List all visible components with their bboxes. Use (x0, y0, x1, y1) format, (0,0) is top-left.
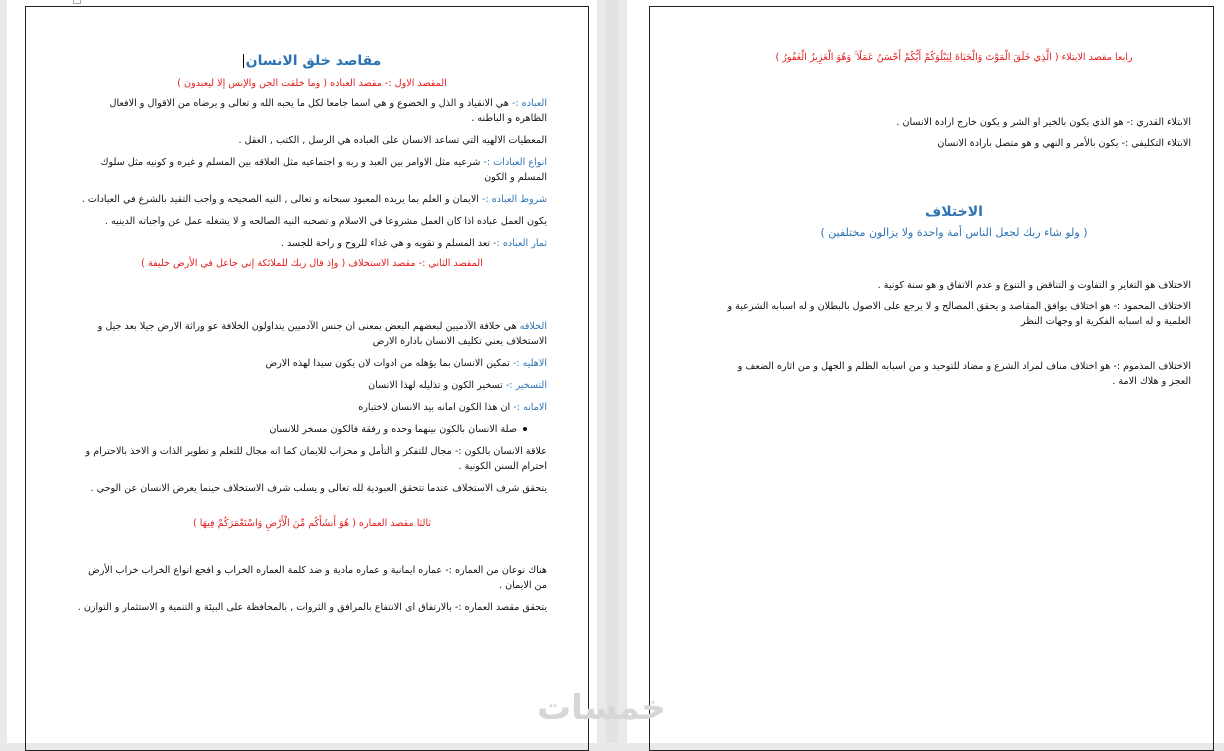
text-subjugation: تسخير الكون و تذليله لهذا الانسان (368, 380, 503, 391)
term-worship-fruits: ثمار العباده :- (493, 238, 547, 249)
term-worship-types: انواع العبادات :- (483, 157, 547, 168)
text-trust: ان هذا الكون امانه بيد الانسان لاختباره (358, 402, 511, 413)
paragraph-construction-achieve: يتحقق مقصد العماره :- بالارتفاق اى الانتفاع بالمرافق و الثروات , بالمحافظة على البيئة و التنمية و الاستثمار و التوازن . (77, 602, 547, 613)
heading-worship: المقصد الاول :- مقصد العباده ( وما خلقت الجن والإنس إلا ليعبدون ) (177, 78, 447, 89)
bullet-icon (523, 427, 527, 431)
term-worship-conditions: شروط العباده :- (482, 194, 547, 205)
paragraph-worship-conditions (77, 192, 547, 207)
heading-construction: ثالثا مقصد العماره ( هُوَ أَنشَأَكُم مِّنَ الْأَرْضِ وَاسْتَعْمَرَكُمْ فِيهَا ) (192, 518, 432, 529)
text-succession-def: هي خلافة الآدميين لبعضهم البعض بمعنى ان جنس الآدميين يتداولون الخلافة عو وراثة الارض جيلا بعد جيل و الاستخلاف يعني تكليف الانسان بادارة الارض (97, 321, 547, 347)
document-page-right[interactable] (627, 0, 1224, 743)
paragraph-work-worship: يكون العمل عباده اذا كان العمل مشروعا في الاسلام و تصحبه النيه الصالحه و لا يشغله عمل عن واجباته الدينيه . (104, 216, 547, 227)
paragraph-subjugation (77, 378, 547, 393)
paragraph-blamed-difference: الاختلاف المذموم :- هو اختلاف مناف لمراد الشرع و مضاد للتوحيد و من اسبابه الظلم و الجهل و من اثاره الضعف و العجز و هلاك الامة . (737, 361, 1191, 387)
page-content-left[interactable] (77, 50, 547, 615)
paragraph-construction-types: هناك نوعان من العماره :- عماره ايمانية و عماره مادية و ضد كلمة العماره الخراب و افجع انواع الخراب خراب الأرض من الايمان . (88, 565, 547, 591)
paragraph-worship-types (77, 155, 547, 185)
bullet-item (77, 422, 527, 437)
paragraph-divine-gifts: المعطيات الالهيه التي تساعد الانسان على العباده هي الرسل , الكتب , العقل . (238, 135, 547, 146)
paragraph-worship-def (77, 96, 547, 126)
paragraph-worship-fruits (77, 236, 547, 251)
bullet-text: صلة الانسان بالكون بينهما وحده و رفقة فالكون مسخر للانسان (269, 424, 517, 435)
page-content-right[interactable] (717, 50, 1191, 389)
section-title-difference: الاختلاف (925, 204, 983, 220)
heading-succession: المقصد الثاني :- مقصد الاستخلاف ( وإذ قال ربك للملائكة إني جاعل في الأرض خليفة ) (141, 258, 483, 269)
text-eligibility: تمكين الانسان بما يؤهله من ادوات لان يكون سيدا لهذه الارض (265, 358, 510, 369)
text-worship-conditions: الايمان و العلم بما يريده المعبود سبحانه و تعالى , النيه الصحيحه و واجب التقيد بالشرع في العبادات . (81, 194, 479, 205)
watermark-logo: خمسات (537, 688, 666, 728)
paragraph-praised-difference: الاختلاف المحمود :- هو اختلاف يوافق المقاصد و يحقق المصالح و لا يرجع على الاصول بالبطلان و له اسبابه الشرعية و العلمية و له اسبابه الفكرية او وجهات النظر (727, 301, 1191, 327)
section-subtitle-verse: ( ولو شاء ربك لجعل الناس أمة واحدة ولا يزالون مختلفين ) (820, 226, 1088, 239)
paragraph-human-universe: علاقة الانسان بالكون :- مجال للتفكر و التأمل و محراب للايمان كما انه مجال للتعلم و تطوير الذات و الاخذ بالاحترام و احترام السنن الكونية . (85, 446, 547, 472)
term-worship: العباده :- (511, 98, 547, 109)
paragraph-trial-mandated: الابتلاء التكليفي :- يكون بالأمر و النهي و هو متصل بارادة الانسان (937, 138, 1191, 149)
paragraph-difference-def: الاختلاف هو التغاير و التفاوت و التناقض و التنوع و عدم الاتفاق و هو سنة كونية . (877, 280, 1191, 291)
text-worship-types: شرعيه مثل الاوامر بين العبد و ربه و اجتماعيه مثل العلاقه بين المسلم و غيره و كونيه مثل سلوك المسلم و الكون (100, 157, 547, 183)
heading-trial: رابعا مقصد الابتلاء ( الَّذِي خَلَقَ الْمَوْتَ وَالْحَيَاةَ لِيَبْلُوَكُمْ أَيُّكُمْ أَحْسَنُ عَمَلًا ۚ وَهُوَ الْعَزِيزُ الْغَفُورُ ) (775, 52, 1133, 63)
paragraph-succession-def (77, 319, 547, 349)
paragraph-trial-destined: الابتلاء القدري :- هو الذي يكون بالخير او الشر و يكون خارج ارادة الانسان . (896, 117, 1191, 128)
text-cursor (243, 54, 244, 68)
term-subjugation: التسخير :- (505, 380, 547, 391)
text-worship-def: هي الانقياد و الذل و الخضوع و هي اسما جامعا لكل ما يحبه الله و تعالى و يرضاه من الاقوال و الافعال الظاهره و الباطنه . (109, 98, 547, 124)
term-eligibility: الاهليه :- (512, 358, 547, 369)
page-title: مقاصد خلق الانسان (245, 53, 382, 69)
term-trust: الامانه :- (513, 402, 547, 413)
text-worship-fruits: تعد المسلم و تقويه و هي غذاء للروح و راحة للجسد . (280, 238, 491, 249)
page-gap (606, 0, 618, 743)
paragraph-eligibility (77, 356, 547, 371)
paragraph-succession-honor: يتحقق شرف الاستخلاف عندما تتحقق العبودية لله تعالى و يسلب شرف الاستخلاف حينما يعرض الانسان عن الوحي . (90, 483, 547, 494)
term-succession: الخلافه (519, 321, 547, 332)
margin-marker (73, 0, 81, 4)
paragraph-trust (77, 400, 547, 415)
document-page-left[interactable] (7, 0, 597, 743)
